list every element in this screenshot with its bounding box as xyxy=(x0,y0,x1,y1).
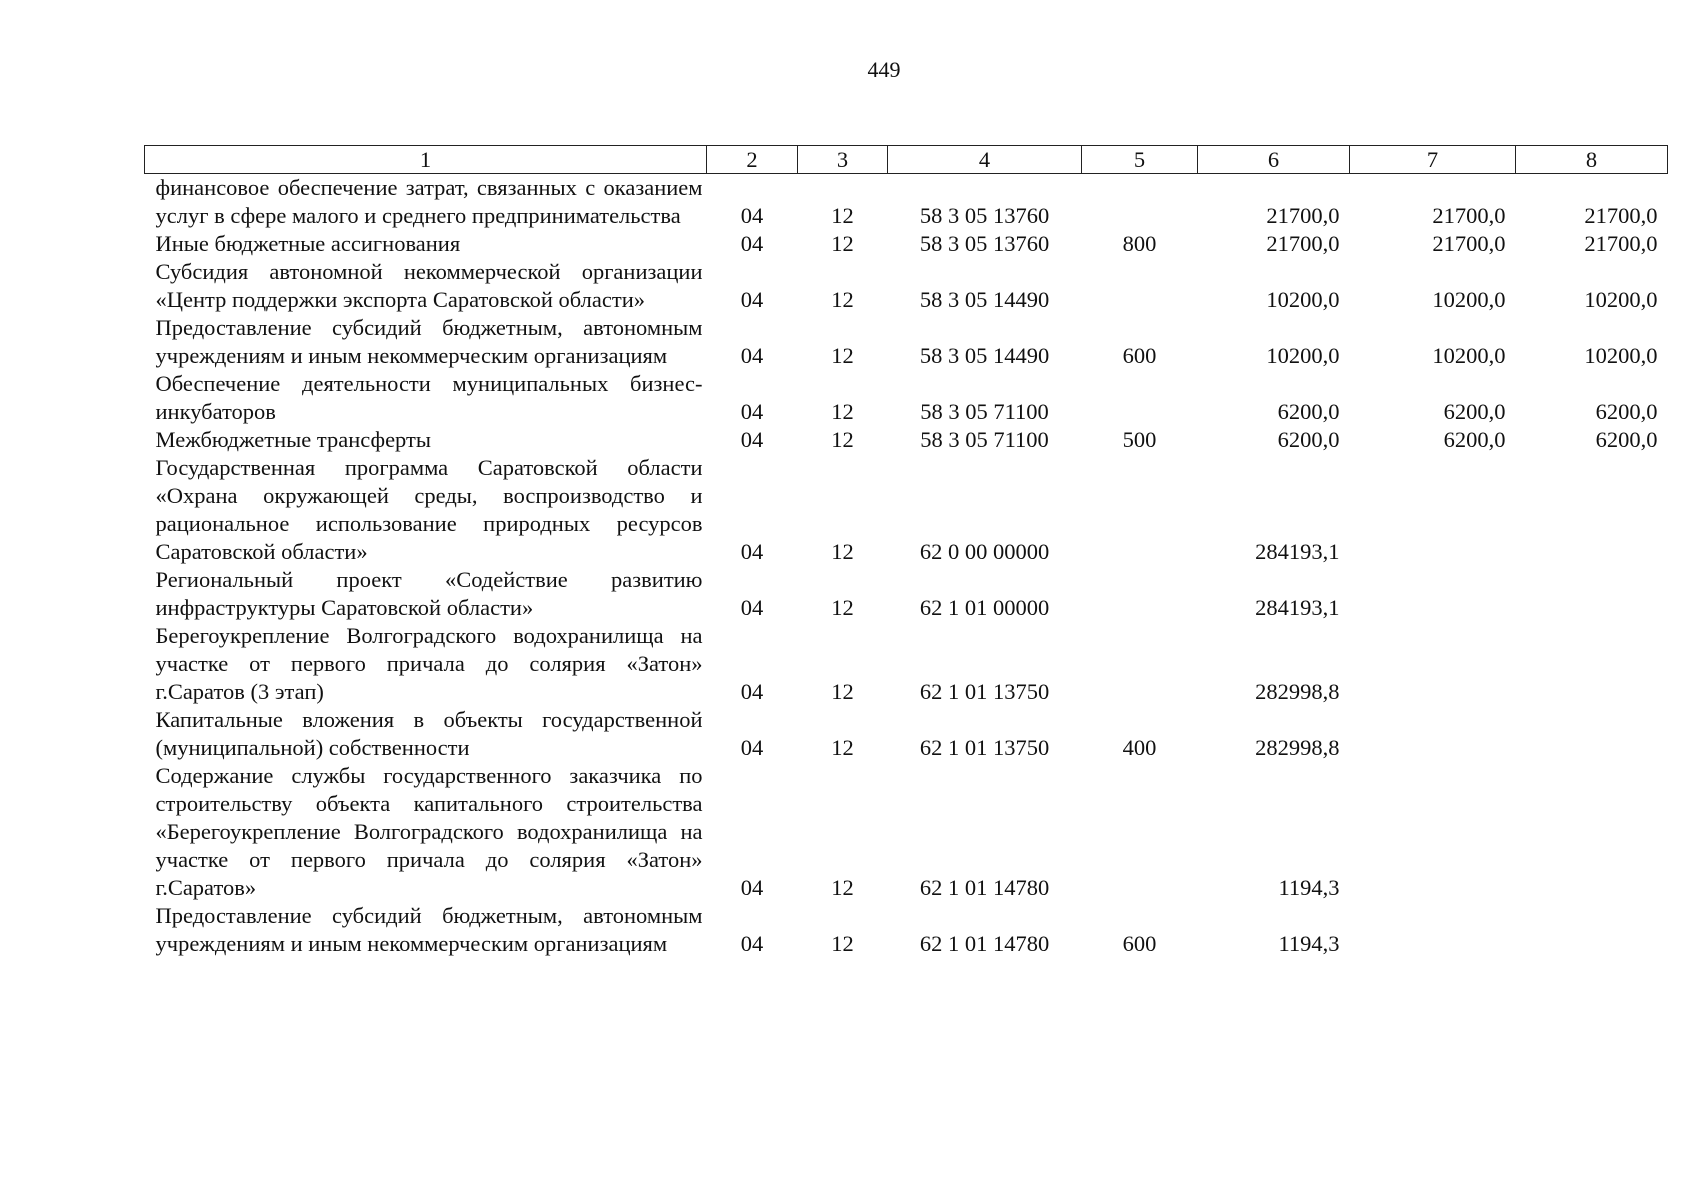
row-name-cell: Капитальные вложения в объекты государственной (муниципальной) собственности xyxy=(155,707,703,760)
row-name-cell: Берегоукрепление Волгоградского водохранилища на участке от первого причала до солярия «Затон» г.Саратов (3 этап) xyxy=(155,623,703,704)
row-subsection-cell: 12 xyxy=(831,539,854,564)
table-row xyxy=(145,706,1668,762)
row-subsection-cell: 12 xyxy=(831,427,854,452)
table-row xyxy=(145,174,1668,231)
row-target-article-cell: 58 3 05 71100 xyxy=(920,399,1049,424)
row-subsection-cell: 12 xyxy=(831,399,854,424)
row-amount-col6-cell: 1194,3 xyxy=(1278,931,1340,956)
row-target-article-cell: 62 1 01 13750 xyxy=(919,735,1050,760)
row-name-cell: Содержание службы государственного заказчика по строительству объекта капитального строительства «Берегоукрепление Волгоградского водохранилища на участке от первого причала до солярия «Затон» г.Саратов» xyxy=(155,763,703,900)
header-col-1: 1 xyxy=(145,146,707,174)
table-row xyxy=(145,258,1668,314)
row-target-article-cell: 62 1 01 13750 xyxy=(919,679,1050,704)
row-expense-type-cell: 600 xyxy=(1122,343,1157,368)
table-row xyxy=(145,314,1668,370)
row-expense-type-cell: 600 xyxy=(1122,931,1157,956)
row-amount-col7-cell xyxy=(1350,566,1516,622)
row-amount-col7-cell xyxy=(1350,706,1516,762)
header-col-6: 6 xyxy=(1198,146,1350,174)
header-col-7: 7 xyxy=(1350,146,1516,174)
page-number: 449 xyxy=(867,57,901,82)
row-amount-col7-cell: 6200,0 xyxy=(1443,427,1506,452)
row-name-cell: Иные бюджетные ассигнования xyxy=(155,231,461,256)
row-amount-col6-cell: 284193,1 xyxy=(1255,539,1340,564)
row-amount-col8-cell: 10200,0 xyxy=(1584,287,1658,312)
row-expense-type-cell xyxy=(1082,174,1198,231)
row-expense-type-cell xyxy=(1082,566,1198,622)
row-subsection-cell: 12 xyxy=(831,595,854,620)
row-section-cell: 04 xyxy=(740,287,764,312)
row-amount-col7-cell: 10200,0 xyxy=(1432,287,1506,312)
row-amount-col6-cell: 21700,0 xyxy=(1266,231,1340,256)
row-name-cell: Предоставление субсидий бюджетным, автономным учреждениям и иным некоммерческим организациям xyxy=(155,903,703,956)
row-section-cell: 04 xyxy=(740,231,764,256)
header-row xyxy=(145,146,1668,174)
row-target-article-cell: 58 3 05 71100 xyxy=(920,427,1049,452)
row-section-cell: 04 xyxy=(740,427,764,452)
row-amount-col7-cell xyxy=(1350,622,1516,706)
row-amount-col7-cell: 21700,0 xyxy=(1432,203,1506,228)
header-col-8: 8 xyxy=(1516,146,1668,174)
row-name-cell: финансовое обеспечение затрат, связанных с оказанием услуг в сфере малого и среднего предпринимательства xyxy=(155,175,703,228)
row-section-cell: 04 xyxy=(740,875,764,900)
row-target-article-cell: 58 3 05 14490 xyxy=(919,343,1050,368)
row-amount-col8-cell xyxy=(1516,566,1668,622)
row-section-cell: 04 xyxy=(740,679,764,704)
row-amount-col7-cell xyxy=(1350,762,1516,902)
row-expense-type-cell: 400 xyxy=(1122,735,1157,760)
row-amount-col8-cell: 21700,0 xyxy=(1584,203,1658,228)
row-subsection-cell: 12 xyxy=(831,735,854,760)
row-amount-col7-cell: 21700,0 xyxy=(1432,231,1506,256)
row-amount-col6-cell: 21700,0 xyxy=(1266,203,1340,228)
table-row xyxy=(145,370,1668,426)
table-row xyxy=(145,566,1668,622)
row-amount-col8-cell xyxy=(1516,622,1668,706)
table-header xyxy=(145,146,1668,174)
row-amount-col8-cell: 6200,0 xyxy=(1595,427,1658,452)
row-amount-col6-cell: 10200,0 xyxy=(1266,343,1340,368)
row-target-article-cell: 62 0 00 00000 xyxy=(919,539,1050,564)
row-expense-type-cell xyxy=(1082,258,1198,314)
row-subsection-cell: 12 xyxy=(831,875,854,900)
row-amount-col8-cell xyxy=(1516,454,1668,566)
row-name-cell: Предоставление субсидий бюджетным, автономным учреждениям и иным некоммерческим организациям xyxy=(155,315,703,368)
header-col-3: 3 xyxy=(798,146,888,174)
row-name-cell: Субсидия автономной некоммерческой организации «Центр поддержки экспорта Саратовской области» xyxy=(155,259,703,312)
header-col-5: 5 xyxy=(1082,146,1198,174)
row-section-cell: 04 xyxy=(740,343,764,368)
row-amount-col8-cell xyxy=(1516,902,1668,958)
row-amount-col8-cell: 6200,0 xyxy=(1595,399,1658,424)
table-row xyxy=(145,454,1668,566)
row-amount-col6-cell: 284193,1 xyxy=(1255,595,1340,620)
table-row xyxy=(145,902,1668,958)
row-subsection-cell: 12 xyxy=(831,287,854,312)
row-expense-type-cell: 800 xyxy=(1122,231,1157,256)
row-amount-col7-cell xyxy=(1350,454,1516,566)
table-body xyxy=(145,174,1668,959)
row-amount-col6-cell: 10200,0 xyxy=(1266,287,1340,312)
row-expense-type-cell xyxy=(1082,454,1198,566)
row-subsection-cell: 12 xyxy=(831,343,854,368)
row-section-cell: 04 xyxy=(740,399,764,424)
row-amount-col7-cell: 6200,0 xyxy=(1443,399,1506,424)
row-amount-col7-cell: 10200,0 xyxy=(1432,343,1506,368)
row-target-article-cell: 58 3 05 14490 xyxy=(919,287,1050,312)
row-target-article-cell: 62 1 01 00000 xyxy=(919,595,1050,620)
table-row xyxy=(145,762,1668,902)
row-subsection-cell: 12 xyxy=(831,231,854,256)
row-amount-col8-cell xyxy=(1516,762,1668,902)
row-amount-col6-cell: 6200,0 xyxy=(1277,427,1340,452)
header-col-2: 2 xyxy=(707,146,798,174)
row-section-cell: 04 xyxy=(740,735,764,760)
row-expense-type-cell: 500 xyxy=(1122,427,1157,452)
row-amount-col8-cell: 10200,0 xyxy=(1584,343,1658,368)
row-name-cell: Межбюджетные трансферты xyxy=(155,427,431,452)
budget-table xyxy=(144,145,1668,958)
row-amount-col6-cell: 1194,3 xyxy=(1278,875,1340,900)
row-expense-type-cell xyxy=(1082,370,1198,426)
row-target-article-cell: 58 3 05 13760 xyxy=(919,203,1050,228)
table-row xyxy=(145,426,1668,454)
row-target-article-cell: 62 1 01 14780 xyxy=(919,875,1050,900)
row-amount-col6-cell: 6200,0 xyxy=(1277,399,1340,424)
row-amount-col7-cell xyxy=(1350,902,1516,958)
row-name-cell: Региональный проект «Содействие развитию инфраструктуры Саратовской области» xyxy=(155,567,703,620)
row-section-cell: 04 xyxy=(740,203,764,228)
table-row xyxy=(145,230,1668,258)
row-amount-col8-cell: 21700,0 xyxy=(1584,231,1658,256)
row-amount-col6-cell: 282998,8 xyxy=(1255,679,1340,704)
row-subsection-cell: 12 xyxy=(831,203,854,228)
header-col-4: 4 xyxy=(888,146,1082,174)
row-amount-col8-cell xyxy=(1516,706,1668,762)
row-expense-type-cell xyxy=(1082,762,1198,902)
row-target-article-cell: 58 3 05 13760 xyxy=(919,231,1050,256)
row-section-cell: 04 xyxy=(740,539,764,564)
row-name-cell: Обеспечение деятельности муниципальных бизнес-инкубаторов xyxy=(155,371,703,424)
row-subsection-cell: 12 xyxy=(831,679,854,704)
row-subsection-cell: 12 xyxy=(831,931,854,956)
row-section-cell: 04 xyxy=(740,931,764,956)
row-expense-type-cell xyxy=(1082,622,1198,706)
row-amount-col6-cell: 282998,8 xyxy=(1255,735,1340,760)
table-row xyxy=(145,622,1668,706)
row-target-article-cell: 62 1 01 14780 xyxy=(919,931,1050,956)
row-section-cell: 04 xyxy=(740,595,764,620)
row-name-cell: Государственная программа Саратовской области «Охрана окружающей среды, воспроизводство и рациональное использование природных ресурсов Саратовской области» xyxy=(155,455,703,564)
